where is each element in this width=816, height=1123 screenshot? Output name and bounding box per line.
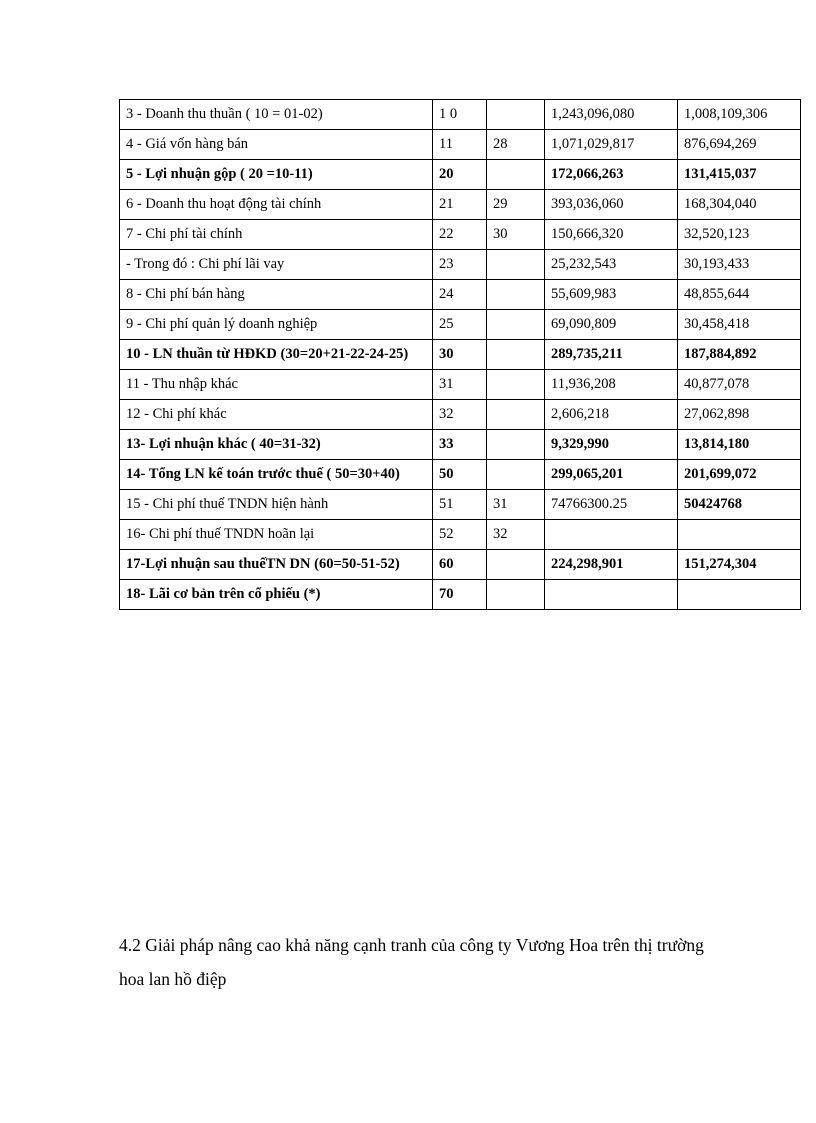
note-cell: 31: [487, 490, 545, 520]
code-cell: 50: [433, 460, 487, 490]
code-cell: 22: [433, 220, 487, 250]
line-item-cell: - Trong đó : Chi phí lãi vay: [120, 250, 433, 280]
table-row: [120, 160, 801, 190]
note-cell: [487, 400, 545, 430]
table-row: [120, 520, 801, 550]
code-cell: 32: [433, 400, 487, 430]
code-cell: 52: [433, 520, 487, 550]
line-item-cell: 8 - Chi phí bán hàng: [120, 280, 433, 310]
line-item-cell: 10 - LN thuần từ HĐKD (30=20+21-22-24-25): [120, 340, 433, 370]
note-cell: [487, 280, 545, 310]
table-row: [120, 280, 801, 310]
table-row: [120, 430, 801, 460]
previous-year-cell: 30,193,433: [678, 250, 801, 280]
current-year-cell: 224,298,901: [545, 550, 678, 580]
note-cell: 28: [487, 130, 545, 160]
current-year-cell: 69,090,809: [545, 310, 678, 340]
current-year-cell: [545, 520, 678, 550]
line-item-cell: 18- Lãi cơ bản trên cổ phiếu (*): [120, 580, 433, 610]
current-year-cell: 150,666,320: [545, 220, 678, 250]
code-cell: 23: [433, 250, 487, 280]
previous-year-cell: 1,008,109,306: [678, 100, 801, 130]
previous-year-cell: 13,814,180: [678, 430, 801, 460]
code-cell: 30: [433, 340, 487, 370]
code-cell: 1 0: [433, 100, 487, 130]
line-item-cell: 7 - Chi phí tài chính: [120, 220, 433, 250]
previous-year-cell: 48,855,644: [678, 280, 801, 310]
income-statement-table: [119, 99, 801, 610]
previous-year-cell: 187,884,892: [678, 340, 801, 370]
section-heading: 4.2 Giải pháp nâng cao khả năng cạnh tranh của công ty Vương Hoa trên thị trường hoa lan hồ điệp: [119, 935, 704, 989]
current-year-cell: 11,936,208: [545, 370, 678, 400]
line-item-cell: 15 - Chi phí thuế TNDN hiện hành: [120, 490, 433, 520]
table-row: [120, 490, 801, 520]
current-year-cell: [545, 580, 678, 610]
table-row: [120, 460, 801, 490]
previous-year-cell: 32,520,123: [678, 220, 801, 250]
note-cell: [487, 370, 545, 400]
table-row: [120, 340, 801, 370]
previous-year-cell: 201,699,072: [678, 460, 801, 490]
note-cell: [487, 430, 545, 460]
current-year-cell: 74766300.25: [545, 490, 678, 520]
line-item-cell: 17-Lợi nhuận sau thuếTN DN (60=50-51-52): [120, 550, 433, 580]
note-cell: 32: [487, 520, 545, 550]
table-row: [120, 130, 801, 160]
note-cell: 29: [487, 190, 545, 220]
previous-year-cell: 876,694,269: [678, 130, 801, 160]
note-cell: 30: [487, 220, 545, 250]
table-row: [120, 100, 801, 130]
note-cell: [487, 160, 545, 190]
previous-year-cell: 40,877,078: [678, 370, 801, 400]
line-item-cell: 5 - Lợi nhuận gộp ( 20 =10-11): [120, 160, 433, 190]
current-year-cell: 299,065,201: [545, 460, 678, 490]
line-item-cell: 9 - Chi phí quản lý doanh nghiệp: [120, 310, 433, 340]
previous-year-cell: 168,304,040: [678, 190, 801, 220]
line-item-cell: 16- Chi phí thuế TNDN hoãn lại: [120, 520, 433, 550]
note-cell: [487, 550, 545, 580]
previous-year-cell: [678, 580, 801, 610]
line-item-cell: 14- Tổng LN kế toán trước thuế ( 50=30+40): [120, 460, 433, 490]
code-cell: 60: [433, 550, 487, 580]
note-cell: [487, 250, 545, 280]
note-cell: [487, 340, 545, 370]
table-row: [120, 310, 801, 340]
table-row: [120, 580, 801, 610]
code-cell: 31: [433, 370, 487, 400]
table-row: [120, 370, 801, 400]
current-year-cell: 172,066,263: [545, 160, 678, 190]
line-item-cell: 12 - Chi phí khác: [120, 400, 433, 430]
line-item-cell: 4 - Giá vốn hàng bán: [120, 130, 433, 160]
table-row: [120, 250, 801, 280]
current-year-cell: 1,071,029,817: [545, 130, 678, 160]
note-cell: [487, 460, 545, 490]
code-cell: 33: [433, 430, 487, 460]
note-cell: [487, 100, 545, 130]
code-cell: 25: [433, 310, 487, 340]
current-year-cell: 25,232,543: [545, 250, 678, 280]
current-year-cell: 9,329,990: [545, 430, 678, 460]
table-row: [120, 400, 801, 430]
code-cell: 20: [433, 160, 487, 190]
code-cell: 51: [433, 490, 487, 520]
note-cell: [487, 580, 545, 610]
income-statement-body: [120, 100, 801, 610]
table-row: [120, 190, 801, 220]
code-cell: 70: [433, 580, 487, 610]
current-year-cell: 289,735,211: [545, 340, 678, 370]
previous-year-cell: 30,458,418: [678, 310, 801, 340]
current-year-cell: 55,609,983: [545, 280, 678, 310]
previous-year-cell: 131,415,037: [678, 160, 801, 190]
line-item-cell: 11 - Thu nhập khác: [120, 370, 433, 400]
note-cell: [487, 310, 545, 340]
previous-year-cell: [678, 520, 801, 550]
current-year-cell: 1,243,096,080: [545, 100, 678, 130]
previous-year-cell: 151,274,304: [678, 550, 801, 580]
line-item-cell: 6 - Doanh thu hoạt động tài chính: [120, 190, 433, 220]
code-cell: 21: [433, 190, 487, 220]
code-cell: 24: [433, 280, 487, 310]
code-cell: 11: [433, 130, 487, 160]
table-row: [120, 550, 801, 580]
previous-year-cell: 27,062,898: [678, 400, 801, 430]
line-item-cell: 13- Lợi nhuận khác ( 40=31-32): [120, 430, 433, 460]
previous-year-cell: 50424768: [678, 490, 801, 520]
table-row: [120, 220, 801, 250]
current-year-cell: 2,606,218: [545, 400, 678, 430]
line-item-cell: 3 - Doanh thu thuần ( 10 = 01-02): [120, 100, 433, 130]
current-year-cell: 393,036,060: [545, 190, 678, 220]
